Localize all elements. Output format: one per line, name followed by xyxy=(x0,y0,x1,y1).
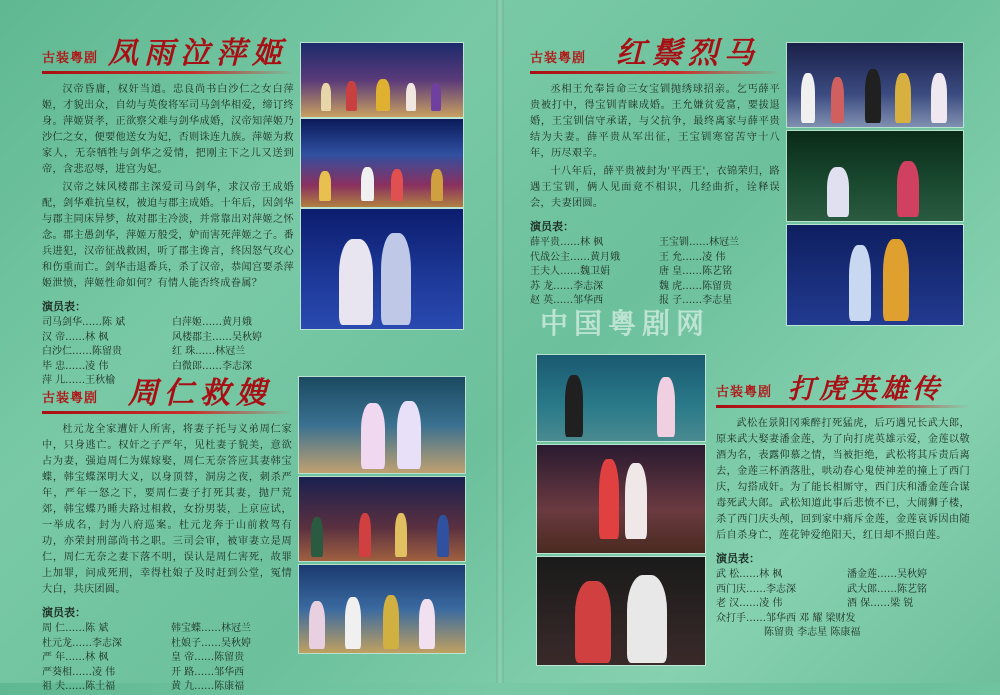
genre-tag: 古装粤剧 xyxy=(42,391,99,406)
synopsis xyxy=(42,422,292,598)
cast-entry: 萍 儿……王秋榆 xyxy=(42,375,116,386)
cast-entry: 唐 皇……陈艺铭 xyxy=(659,266,733,277)
cast-entry: 陈留贵 李志星 陈康福 xyxy=(764,627,861,638)
synopsis-paragraph: 丞相王允奉旨命三女宝钏抛绣球招亲。乞丐薛平贵被打中，得宝钏青睐成婚。王允嫌贫爱富，要拔退婚，王宝钏信守承诺，与父抗争，最终离家与薛平贵结为夫妻。薛平贵从军出征，王宝钏寒窑苦守十八年，历尽艰辛。 xyxy=(530,84,780,159)
section-header xyxy=(42,30,294,74)
section-fengyu xyxy=(42,30,294,389)
title-underline xyxy=(42,411,292,414)
cast-entry: 杜娘子……吴秋婷 xyxy=(171,637,251,649)
cast-entry: 黄 九……陈康福 xyxy=(171,681,245,692)
cast-entry: 王宝钏……林冠兰 xyxy=(659,237,739,248)
stage-photo xyxy=(298,376,466,474)
cast-entry: 毕 忠……凌 伟 xyxy=(42,360,109,372)
cast-entry: 报 子……李志星 xyxy=(659,295,733,306)
cast-entry: 开 路……邹华西 xyxy=(171,666,245,678)
synopsis xyxy=(42,82,294,292)
section-header xyxy=(716,364,970,408)
cast-entry: 王夫人……魏卫娟 xyxy=(530,266,610,277)
cast-entry: 白萍姬……黄月娥 xyxy=(172,317,252,328)
cast-entry: 红 珠……林冠兰 xyxy=(172,346,246,357)
cast-label: 演员表： xyxy=(530,220,574,233)
synopsis xyxy=(716,416,970,544)
synopsis-paragraph: 武松在景阳冈乘醉打死猛虎，后巧遇兄长武大郎，原来武大娶妻潘金莲，为了向打虎英雄示爱，金莲以敬酒为名，表露仰慕之情，当被拒绝，武松将其斥责后离去，金莲三杯酒落肚，哄动春心鬼使神差的撞上了西门庆，勾搭成奸。为了能长相厮守，西门庆和潘金莲合谋毒死武大郎。武松知道此事后悲愤不已，大闹狮子楼，杀了西门庆头颅，回到家中痛斥金莲，金莲哀诉因由随后自杀身亡，莲花钟爱绝阳天，红日却不照白莲。 xyxy=(716,418,970,541)
cast-entry: 白微郎……李志深 xyxy=(172,360,252,372)
opera-title: 周仁救嫂 xyxy=(128,376,272,411)
cast-entry: 杜元龙……李志深 xyxy=(42,637,122,649)
stage-photo xyxy=(786,130,964,222)
cast-entry: 皇 帝……陈留贵 xyxy=(171,652,245,663)
opera-title: 红鬃烈马 xyxy=(616,36,760,71)
stage-photo xyxy=(298,476,466,562)
section-zhouren xyxy=(42,370,292,695)
stage-photo xyxy=(786,42,964,128)
title-underline xyxy=(716,405,970,408)
cast-entry: 风楼郡主……吴秋婷 xyxy=(172,331,262,343)
synopsis-paragraph: 十八年后，薛平贵被封为'平西王'，衣锦荣归，路遇王宝钏，俩人见面竟不相识，几经曲折，诠释误会，夫妻团圆。 xyxy=(530,166,780,209)
cast-list xyxy=(42,622,292,695)
stage-photo xyxy=(298,564,466,654)
cast-entry: 韩宝蝶……林冠兰 xyxy=(171,623,251,634)
cast-entry: 魏 虎……陈留贵 xyxy=(659,280,733,292)
synopsis-paragraph: 汉帝昏庸，权奸当道。忠良尚书白沙仁之女白萍姬，才貌出众，自幼与英俊将军司马剑华相爱，缔订终身。萍姬贤孝，正欲察父难与剑华成婚，汉帝知萍姬乃沙仁之女，便要他送女为妃，否则诛连九族。萍姬为救家人，无奈牺牲与剑华之爱情，把刚主下之儿又送到帝，含悲忍辱，进宫为妃。 xyxy=(42,84,294,175)
cast-entry: 严葵相……凌 伟 xyxy=(42,666,116,678)
genre-tag: 古装粤剧 xyxy=(530,51,587,66)
cast-entry: 白沙仁……陈留贵 xyxy=(42,346,122,357)
cast-entry: 祖 夫……陈土福 xyxy=(42,681,116,692)
stage-photo xyxy=(300,118,464,208)
cast-label: 演员表： xyxy=(716,552,760,565)
cast-entry: 苏 龙……李志深 xyxy=(530,280,604,292)
stage-photo xyxy=(536,444,706,554)
synopsis-paragraph: 汉帝之妹风楼郡主深爱司马剑华，求汉帝王成婚配，剑华难抗皇权，被迫与郡主成婚。十年后，因剑华与郡主同床异梦，故对郡主冷淡，并常靠出对萍姬之怀念。郡主愚剑华，萍姬万般受，妒而害死萍姬之子。番兵进犯，汉帝征战救困，听了郡主谗言，终因怒气攻心和伤重而亡。剑华击退番兵，杀了汉帝，恭闻宫要杀萍姬泄愤，萍姬性命如何？有情人能否终成眷属？ xyxy=(42,182,294,289)
section-header xyxy=(42,370,292,414)
synopsis xyxy=(530,82,780,212)
cast-entry: 酒 保……梁 锐 xyxy=(847,598,914,609)
opera-title: 打虎英雄传 xyxy=(788,374,943,405)
cast-entry: 武 松……林 枫 xyxy=(716,569,783,580)
cast-entry: 王 允……凌 伟 xyxy=(659,251,726,263)
watermark: 中国粤剧网 xyxy=(540,307,711,340)
title-underline xyxy=(42,71,294,74)
page-spine xyxy=(496,0,504,683)
title-underline xyxy=(530,71,780,74)
section-header xyxy=(530,30,780,74)
stage-photo xyxy=(300,42,464,118)
cast-entry: 周 仁……陈 斌 xyxy=(42,623,109,634)
synopsis-paragraph: 杜元龙全家遭奸人所害，将妻子托与义弟周仁家中，只身逃亡。权奸之子严年，见杜妻子貌美，意欲占为妻，强迫周仁为媒嫁娶，周仁无奈答应其妻韩宝蝶，韩宝蝶深明大义，以身顶替，洞房之夜，刺杀严年，严年一怒之下，要周仁妻子打死其妻，抛尸荒郊，韩宝蝶乃睡夫路过相救，女扮男装，上京应试，一举成名，封为八府巡案。杜元龙奔于山前救驾有功，亦荣封刑部尚书之职。三司会审，被审妻立是周仁，周仁无奈之妻下落不明，误认是周仁害死，故罪上加罪，问成死刑，幸得杜娘子及时赶到公堂，冤情大白，共庆团圆。 xyxy=(42,424,292,595)
cast-entry: 众打手……邹华西 邓 耀 梁财发 xyxy=(716,612,856,624)
cast-list xyxy=(530,236,780,309)
section-hongzong xyxy=(530,30,780,309)
cast-entry: 代战公主……黄月娥 xyxy=(530,251,620,263)
cast-label: 演员表： xyxy=(42,606,86,619)
stage-photo xyxy=(536,354,706,442)
stage-photo xyxy=(786,224,964,326)
cast-entry: 赵 英……邹华西 xyxy=(530,295,604,306)
genre-tag: 古装粤剧 xyxy=(42,51,99,66)
cast-list xyxy=(716,568,970,641)
cast-entry: 武大郎……陈艺铭 xyxy=(847,583,927,595)
stage-photo xyxy=(536,556,706,666)
cast-entry: 薛平贵……林 枫 xyxy=(530,237,604,248)
cast-entry: 西门庆……李志深 xyxy=(716,583,796,595)
stage-photo xyxy=(300,208,464,330)
cast-entry: 潘金莲……吴秋婷 xyxy=(847,569,927,580)
cast-entry: 司马剑华……陈 斌 xyxy=(42,317,126,328)
section-dahu xyxy=(716,364,970,641)
cast-entry: 汉 帝……林 枫 xyxy=(42,331,109,343)
cast-label: 演员表： xyxy=(42,300,86,313)
genre-tag: 古装粤剧 xyxy=(716,385,773,400)
opera-title: 凤雨泣萍姬 xyxy=(108,36,288,71)
cast-entry: 严 年……林 枫 xyxy=(42,652,109,663)
cast-entry: 老 汉……凌 伟 xyxy=(716,598,783,609)
